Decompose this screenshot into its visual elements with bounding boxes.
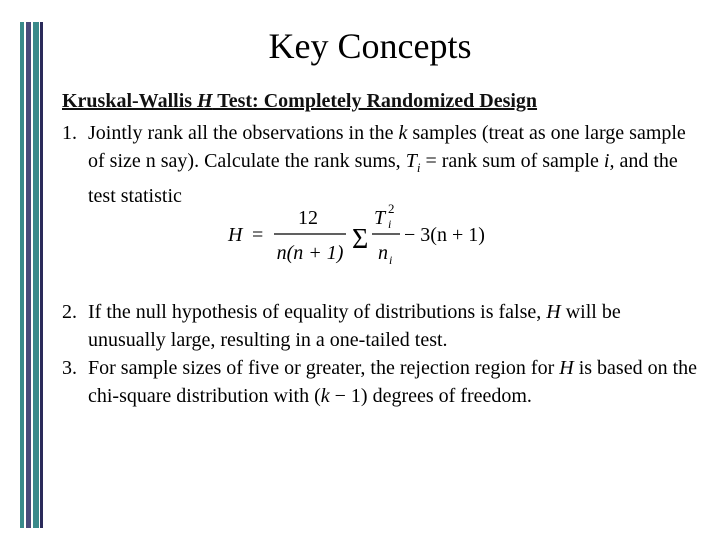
list-number: 1.	[62, 122, 77, 144]
formula-T-sub: i	[388, 217, 392, 231]
formula-numerator: 12	[298, 207, 318, 229]
item-text: For sample sizes of five or greater, the rejection region for	[88, 357, 560, 379]
accent-bar-1	[20, 22, 24, 528]
accent-bar-2	[26, 22, 31, 528]
formula-lhs: H	[228, 224, 243, 246]
h-statistic-formula	[222, 200, 522, 272]
sigma-symbol: Σ	[352, 224, 369, 255]
subtitle-pre: Kruskal-Wallis	[62, 90, 198, 112]
formula-n-sub: i	[389, 253, 393, 267]
formula-tail: − 3(n + 1)	[404, 224, 485, 246]
accent-bar-4	[40, 22, 43, 528]
concept-list-part-1	[62, 119, 702, 210]
item-text: samples (treat as one large sample of size n say). Calculate the rank sums,	[88, 122, 686, 172]
item-text: Jointly rank all the observations in the	[88, 122, 399, 144]
item-text: is based on the chi-square distribution with (	[88, 357, 698, 407]
item-var-k: k	[398, 122, 408, 144]
list-item-2	[62, 298, 702, 354]
item-var-T: T	[405, 150, 417, 172]
list-item-1	[62, 119, 702, 210]
formula-n: n	[378, 242, 388, 264]
item-var-H: H	[559, 357, 574, 379]
item-text: will be unusually large, resulting in a one-tailed test.	[88, 301, 621, 351]
list-number: 3.	[62, 357, 77, 379]
item-var-H: H	[546, 301, 561, 323]
item-text: − 1) degrees of freedom.	[329, 385, 532, 407]
item-var-i: i,	[603, 150, 615, 172]
slide-title: Key Concepts	[268, 26, 472, 66]
item-equals: =	[420, 150, 442, 172]
list-number: 2.	[62, 301, 77, 323]
formula-T-sup: 2	[388, 201, 395, 216]
accent-bar-3	[33, 22, 39, 528]
item-text: rank sum of sample	[441, 150, 604, 172]
subtitle-h: H	[197, 90, 213, 112]
formula-T: T	[374, 207, 386, 229]
formula-denominator: n(n + 1)	[276, 242, 344, 264]
concept-list-part-2	[62, 298, 702, 410]
item-var-k: k	[320, 385, 330, 407]
item-text: and the test statistic	[88, 150, 678, 207]
subtitle-post: Test: Completely Randomized Design	[212, 90, 538, 112]
formula-equals: =	[252, 224, 264, 246]
item-var-i-sub: i	[416, 160, 421, 175]
list-item-3	[62, 354, 702, 410]
item-text: If the null hypothesis of equality of distributions is false,	[88, 301, 547, 323]
slide-subtitle	[62, 88, 537, 114]
